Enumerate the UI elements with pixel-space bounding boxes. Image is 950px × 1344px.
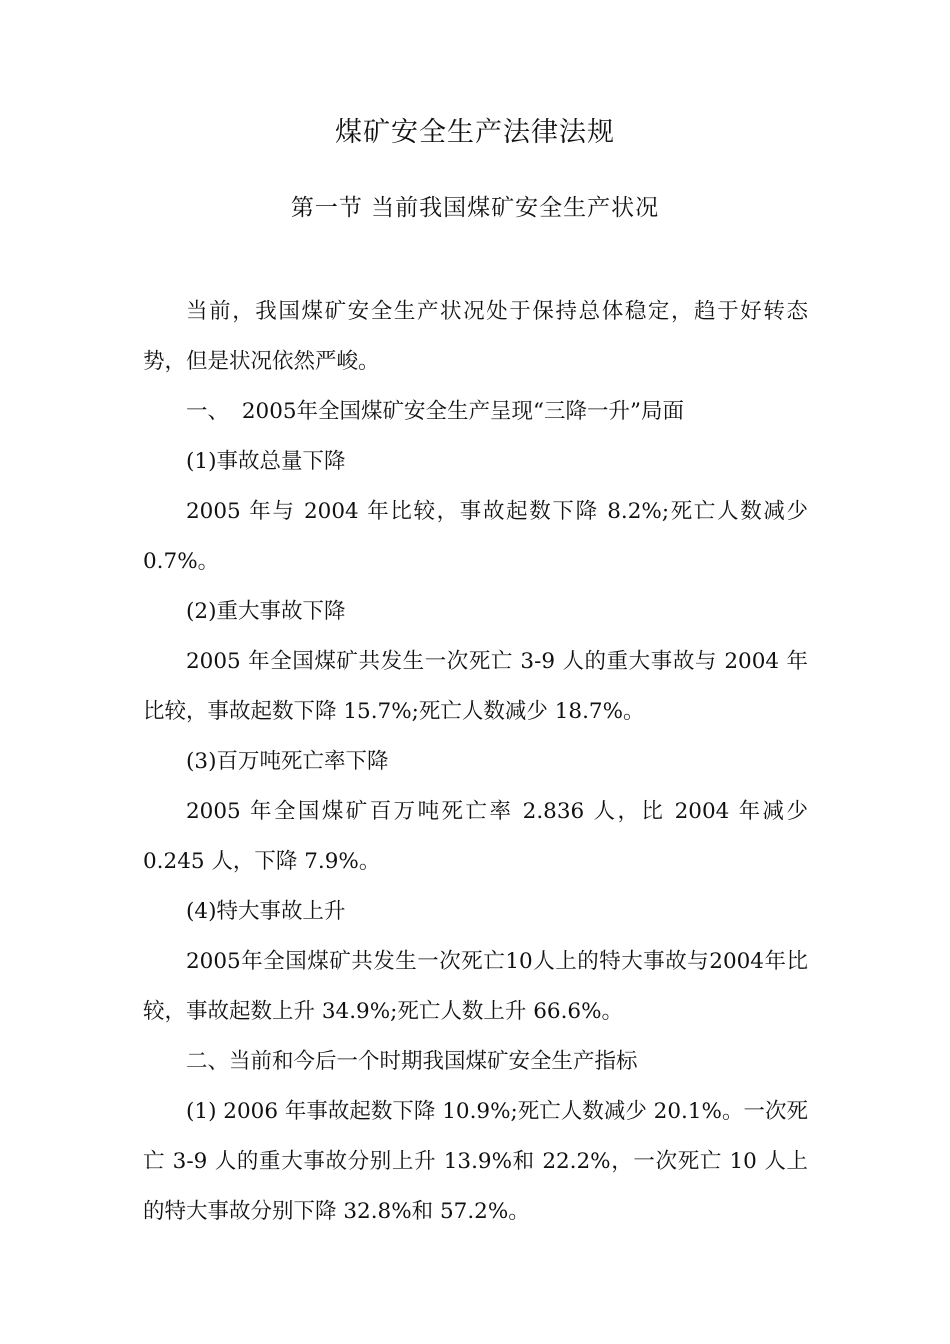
item-heading-1: (1)事故总量下降 [186, 449, 346, 474]
paragraph-intro: 当前，我国煤矿安全生产状况处于保持总体稳定，趋于好转态势，但是状况依然严峻。 [143, 299, 808, 374]
heading-part-2: 二、当前和今后一个时期我国煤矿安全生产指标 [186, 1049, 638, 1074]
document-title: 煤矿安全生产法律法规 [335, 117, 615, 148]
paragraph-item-3: 2005 年全国煤矿百万吨死亡率 2.836 人，比 2004 年减少 0.245 人，下降 7.9%。 [143, 799, 808, 874]
paragraph-item-1: 2005 年与 2004 年比较，事故起数下降 8.2%;死亡人数减少 0.7%。 [143, 499, 808, 574]
item-heading-4: (4)特大事故上升 [186, 899, 346, 924]
paragraph-item-4: 2005年全国煤矿共发生一次死亡10人上的特大事故与2004年比较，事故起数上升 34.9%;死亡人数上升 66.6%。 [143, 949, 808, 1024]
document-body [143, 287, 808, 1237]
paragraph-item-2: 2005 年全国煤矿共发生一次死亡 3-9 人的重大事故与 2004 年比较，事故起数下降 15.7%;死亡人数减少 18.7%。 [143, 649, 808, 724]
section-title: 第一节 当前我国煤矿安全生产状况 [290, 195, 660, 221]
item-heading-3: (3)百万吨死亡率下降 [186, 749, 389, 774]
item-heading-2: (2)重大事故下降 [186, 599, 346, 624]
heading-part-1: 一、 2005年全国煤矿安全生产呈现“三降一升”局面 [186, 399, 685, 424]
paragraph-indicator-1: (1) 2006 年事故起数下降 10.9%;死亡人数减少 20.1%。一次死亡 3-9 人的重大事故分别上升 13.9%和 22.2%，一次死亡 10 人上的特大事故分别下降 32.8%和 57.2%。 [143, 1099, 808, 1224]
